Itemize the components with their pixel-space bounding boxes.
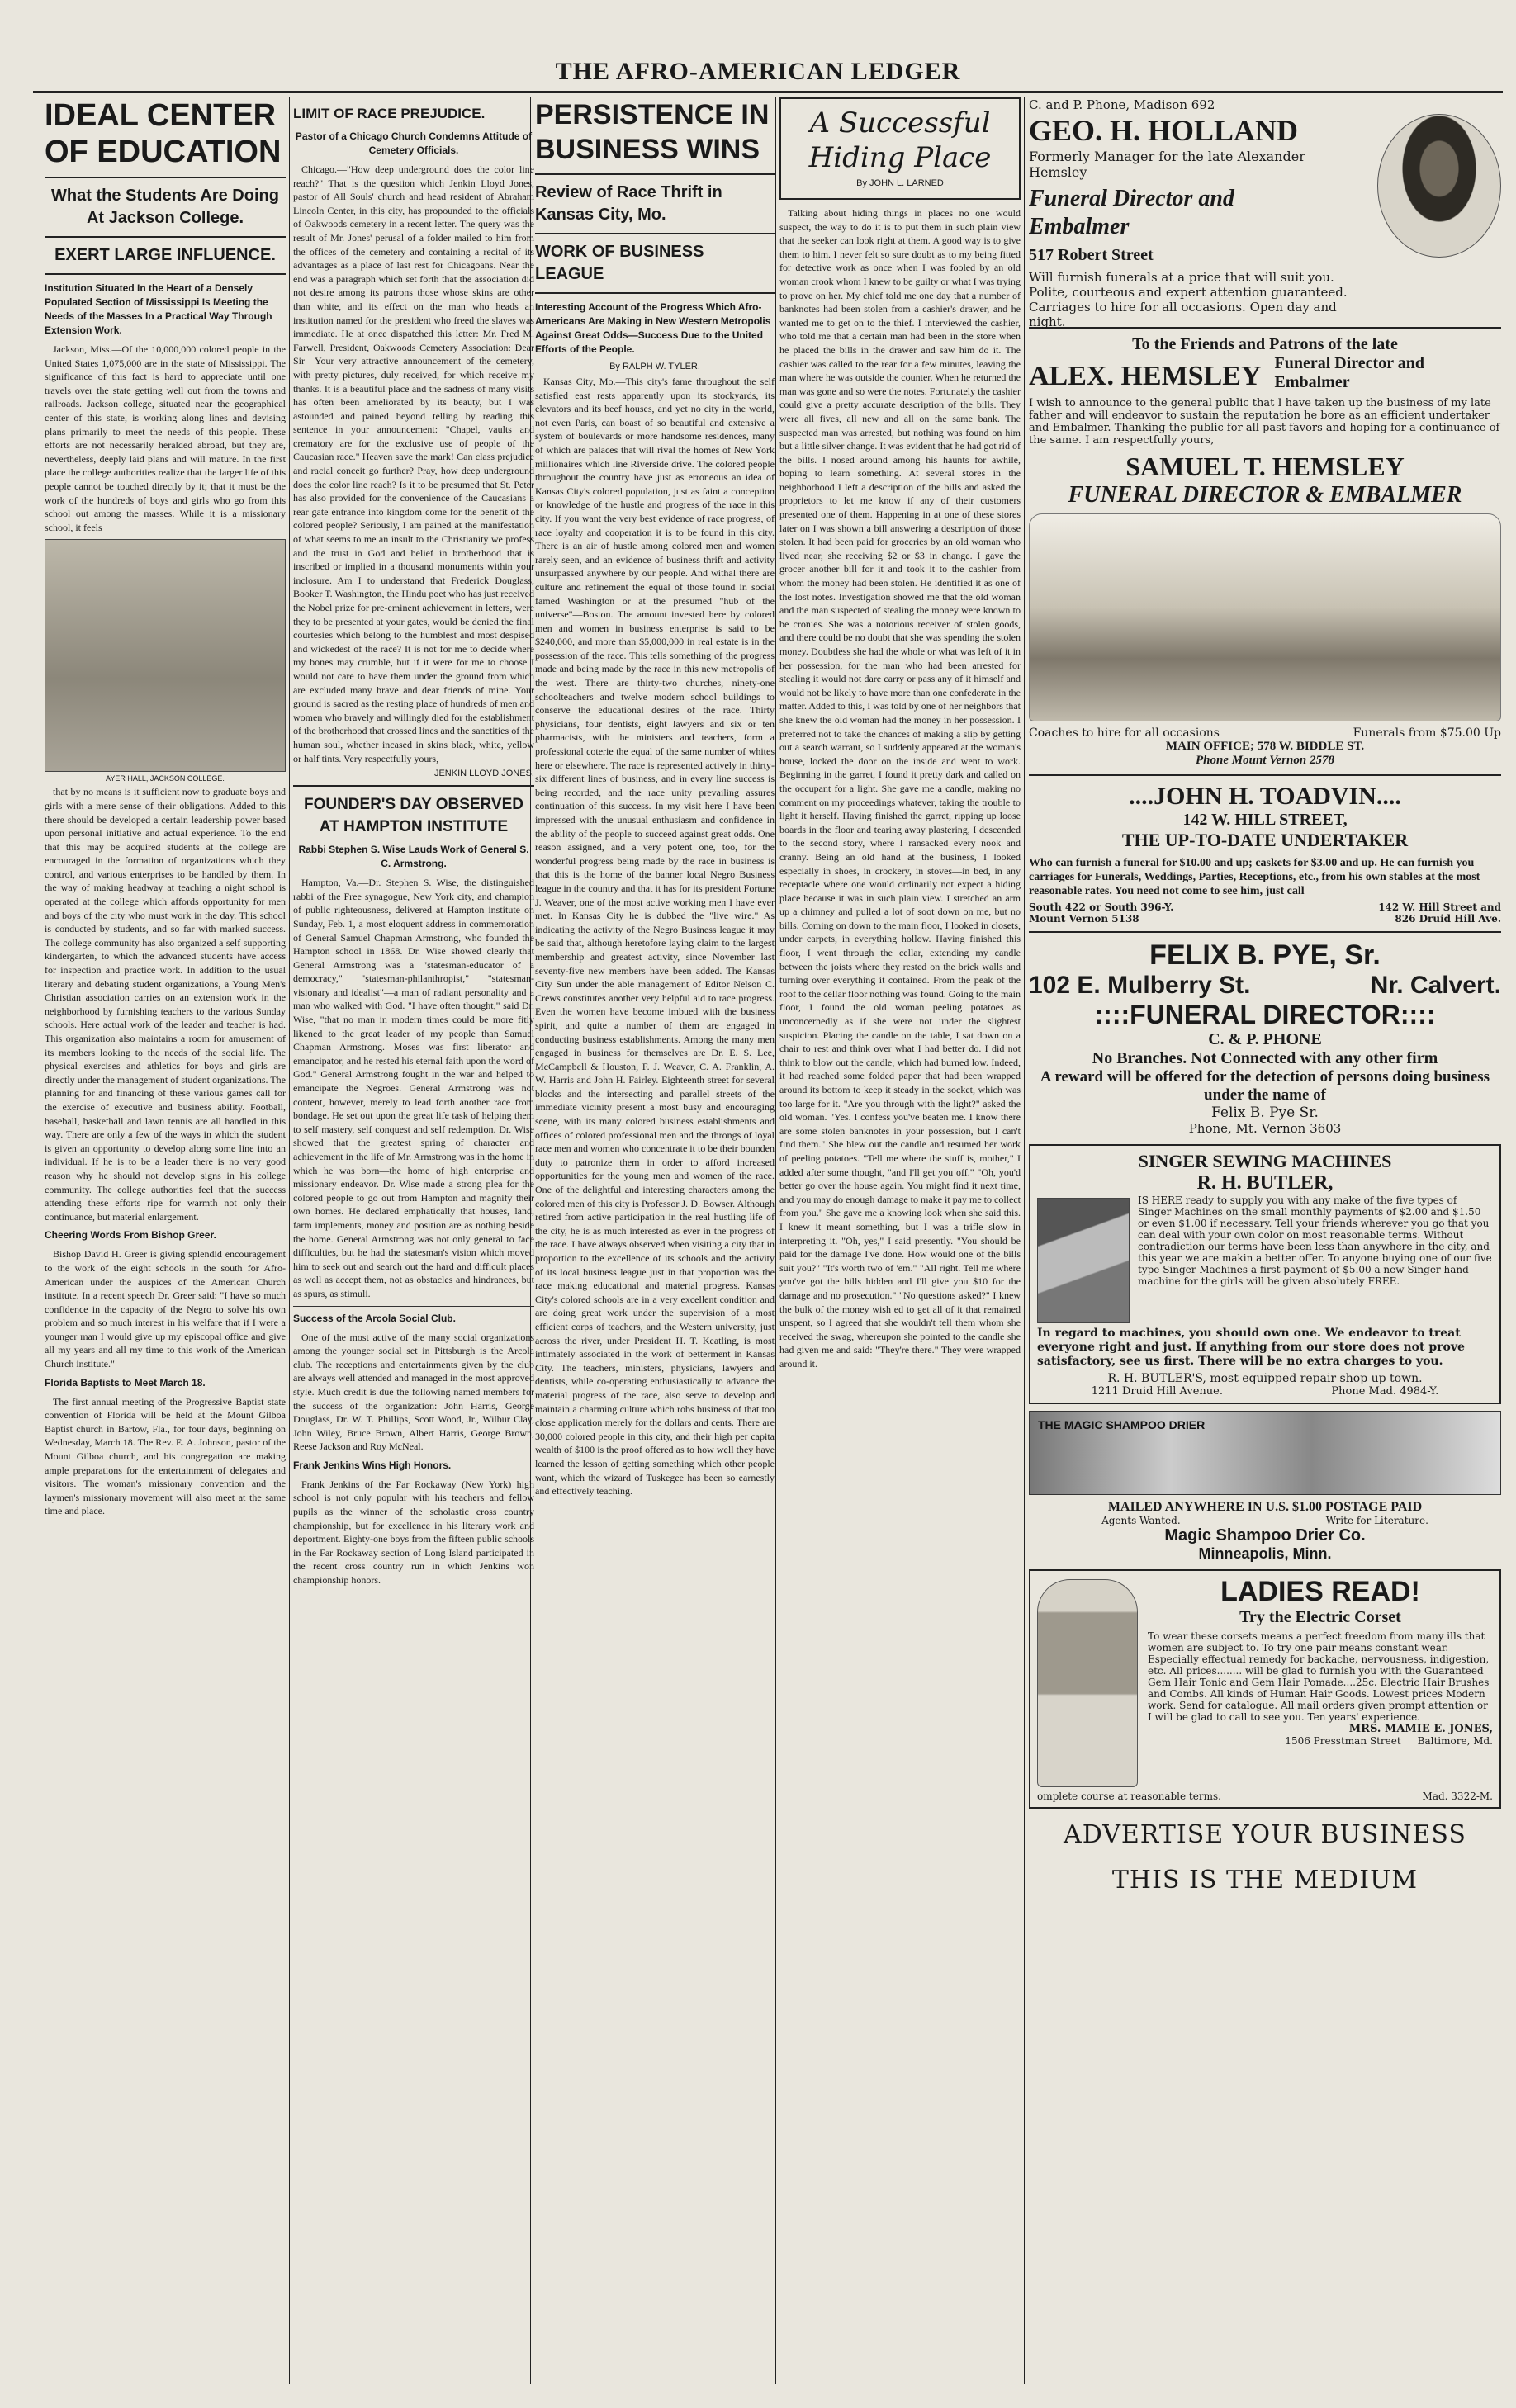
- singer-title: SINGER SEWING MACHINES: [1138, 1151, 1392, 1171]
- deck-founders-day: Rabbi Stephen S. Wise Lauds Work of General S. C. Armstrong.: [298, 844, 529, 870]
- article-body: [45, 343, 286, 534]
- hemsley-intro: To the Friends and Patrons of the late: [1132, 335, 1398, 353]
- article-body: [293, 876, 534, 1300]
- masthead-rule: [33, 91, 1503, 93]
- subhead-arcola: Success of the Arcola Social Club.: [293, 1312, 456, 1324]
- toadvin-address: 142 W. HILL STREET,: [1182, 811, 1348, 829]
- signature: JENKIN LLOYD JONES.: [433, 769, 534, 779]
- headline-founders-day: FOUNDER'S DAY OBSERVED AT HAMPTON INSTITUTE: [303, 796, 523, 836]
- holland-title1: Funeral Director and: [1029, 186, 1234, 211]
- masthead: THE AFRO-AMERICAN LEDGER: [555, 58, 961, 85]
- paragraph: that by no means is it sufficient now to graduate boys and girls with a mere sense of their obligations. Added to this there should be developed a certain leadership power based upon personal initiative and actual experience. To the end that this may be acquired students at the college are encouraged in the formation of organizations which they control, and various enterprises to be handled by them. In the way of making headway at teaching a night school is operated at the college which affords opportunity for men and boys of the city who must work in the day. This school is conducted by students, and so far with marked success. The college community has also organized a self supporting kindergarten, to which the advanced students have access for inspection and practice work. In addition to the usual literary and debating student organizations, a Young Men's Christian association carries on an extension work in the neighborhood by furnishing teachers to the various Sunday schools. Here actual work of the leader and teacher is had. This organization also maintains a room for amusement of its members looking to the needs of the social life. The physical exercises and athletics for boys and girls are directly under the management of student organizations. The planning for and financing of these various games call for the exercise of executive and business ability. Football, baseball, basketball and lawn tennis are all handled in this way. There are only a few of the ways in which the student is given an opportunity to develop along some line into an individual. If he is to be a leader there is no very good reason why he should not develop signs in his college community. The college authorities feel that the success attending these efforts ripe for warmth not only their continuance, but material enlargement.: [45, 786, 286, 1223]
- pye-ad: [1029, 939, 1501, 1136]
- pye-title: ::::FUNERAL DIRECTOR::::: [1094, 1000, 1436, 1029]
- paragraph: Frank Jenkins of the Far Rockaway (New York) high school is not only popular with his teachers and fellow pupils as the winner of the scholastic cross country championship, but for excellence in his literary work and deportment. Eighty-one boys from the fifteen public schools in the Far Rockaway section of Long Island participated in the recent cross country run in which Jenkins won championship honors.: [293, 1478, 534, 1587]
- subhead-review: Review of Race Thrift in Kansas City, Mo.: [535, 183, 722, 224]
- pye-name: FELIX B. PYE, Sr.: [1149, 939, 1381, 971]
- paragraph: Hampton, Va.—Dr. Stephen S. Wise, the distinguished rabbi of the Free synagogue, New York city, and champion of public righteousness, delivered at Hampton institute on Sunday, Feb. 1, a most eloquent address in commemoration of General Samuel Chapman Armstrong, who founded the Hampton school in 1868. Dr. Wise showed clearly that General Armstrong was a "statesman-educator of a democracy," "statesman-philanthropist," "statesman-visionary and idealist"—a man of radiant personality and a man who walked with God. "I have often thought," said Dr. Wise, "that no man in modern times could be more fitly likened to the great leader of my people than Samuel Chapman Armstrong. Moses was first liberator and emancipator, and he rested his eternal faith upon the word of God." General Armstrong fought in the war and helped to emancipate the Negroes. General Armstrong was not content, however, merely to lead forth another race from bondage. He set out upon the great life task of helping them to self mastery, self conquest and self redemption. Dr. Wise showed that the greatest spring of character and achievement in the life of Mr. Armstrong was in the home in which he was born—the home of high enterprise and missionary endeavor. Dr. Wise made a strong plea for the colored people to go out from Hampton and magnify their own homes. He declared emphatically that houses, land, farm implements, money and position are as nothing beside the home. General Armstrong was not only general to face difficulties, but he had the statesman's vision which moved him to seek out and search out the hard and difficult places as well as accept them, not as obstacles and hindrances, but as spurs, as stimuli.: [293, 877, 534, 1299]
- holland-address: 517 Robert Street: [1029, 246, 1154, 264]
- photo-caption: AYER HALL, JACKSON COLLEGE.: [106, 774, 225, 783]
- deck-education: Institution Situated In the Heart of a Densely Populated Section of Mississippi Is Meeting the Needs of the Masses In a Practical Way Through Extension Work.: [45, 282, 272, 336]
- paragraph: One of the most active of the many social organizations among the younger social set in Pittsburgh is the Arcola club. The receptions and entertainments given by the club are always well attended and managed in the most approved style. Much credit is due the following named members for the success of the organization: John Harris, George Douglass, Dr. W. T. Phillips, Scott Wood, Jr., Wilbur Clay, John Wiley, Bruce Brown, Albert Harris, George Brown, Reese Jackson and Roy McNeal.: [293, 1331, 534, 1453]
- toadvin-phone2: Mount Vernon 5138: [1029, 913, 1139, 925]
- article-body: [293, 1331, 534, 1454]
- advertise-line1: ADVERTISE YOUR BUSINESS: [1064, 1820, 1466, 1849]
- story-title: A Successful Hiding Place: [808, 106, 992, 174]
- divider: [535, 233, 775, 234]
- column-divider: [1024, 97, 1025, 2384]
- pye-phone: C. & P. PHONE: [1208, 1030, 1322, 1048]
- magic-price: MAILED ANYWHERE IN U.S. $1.00 POSTAGE PAID: [1107, 1500, 1423, 1514]
- magic-ad: [1029, 1411, 1501, 1563]
- advertise-block: [1029, 1820, 1501, 1895]
- hemsley-role: Funeral Director and Embalmer: [1274, 354, 1424, 391]
- divider: [293, 785, 534, 787]
- article-body: [293, 1478, 534, 1587]
- subhead-florida: Florida Baptists to Meet March 18.: [45, 1376, 206, 1389]
- headline-persistence: PERSISTENCE IN BUSINESS WINS: [535, 99, 770, 165]
- subhead-students: What the Students Are Doing At Jackson College.: [51, 187, 279, 227]
- shampoo-drier-illustration: [1029, 1411, 1501, 1495]
- singer-name: R. H. BUTLER,: [1196, 1172, 1334, 1194]
- toadvin-addr2: 826 Druid Hill Ave.: [1395, 913, 1501, 925]
- singer-ad: [1029, 1144, 1501, 1404]
- pye-text1: No Branches. Not Connected with any other firm: [1092, 1049, 1438, 1067]
- article-body: [45, 1247, 286, 1370]
- singer-text: IS HERE ready to supply you with any make of the five types of Singer Machines on the small monthly payments of $2.00 and $1.50 or even $1.00 if necessary. Tell your friends wherever you go that you can deal with your own color on most reasonable terms. Without contradiction our terms have been less than anywhere in the city, and this year we are makin a better offer. To anyone buying one of our five type Singer Machines a first payment of $5.00 a new Singer hand machine for the girls will be given absolutely FREE.: [1138, 1195, 1492, 1287]
- column-divider: [775, 97, 776, 2384]
- divider: [535, 173, 775, 175]
- singer-shop: R. H. BUTLER'S, most equipped repair shop up town.: [1107, 1372, 1423, 1385]
- article-body: [535, 375, 775, 1498]
- column-prejudice: [293, 97, 534, 2384]
- holland-ad: [1029, 97, 1501, 329]
- article-body: [45, 785, 286, 1223]
- article-body: [45, 1395, 286, 1518]
- ladies-addr: 1506 Presstman Street: [1285, 1735, 1401, 1747]
- toadvin-phone1: South 422 or South 396-Y.: [1029, 901, 1174, 913]
- magic-label: THE MAGIC SHAMPOO DRIER: [1038, 1418, 1206, 1431]
- holland-formerly: Formerly Manager for the late Alexander Hemsley: [1029, 149, 1305, 180]
- corset-illustration: [1037, 1579, 1138, 1787]
- subhead-jenkins: Frank Jenkins Wins High Honors.: [293, 1459, 452, 1471]
- holland-title2: Embalmer: [1029, 214, 1130, 239]
- samuel-office: MAIN OFFICE; 578 W. BIDDLE ST.: [1165, 740, 1365, 753]
- subhead-influence: EXERT LARGE INFLUENCE.: [54, 246, 276, 264]
- casket-illustration: [1029, 513, 1501, 721]
- column-business: [535, 97, 775, 2384]
- deck-business: Interesting Account of the Progress Which Afro-Americans Are Making in New Western Metropolis Against Great Odds—Success Due to the United Efforts of the People.: [535, 301, 771, 355]
- divider: [45, 236, 286, 238]
- toadvin-name: ....JOHN H. TOADVIN....: [1129, 783, 1401, 810]
- column-ads: [1029, 97, 1501, 2384]
- divider: [535, 292, 775, 294]
- deck-prejudice: Pastor of a Chicago Church Condemns Attitude of Cemetery Officials.: [295, 130, 533, 156]
- samuel-funerals: Funerals from $75.00 Up: [1353, 726, 1501, 740]
- samuel-name: SAMUEL T. HEMSLEY: [1125, 452, 1405, 481]
- story-title-box: [779, 97, 1021, 200]
- sewing-machine-illustration: [1037, 1198, 1130, 1323]
- pye-phone2: Phone, Mt. Vernon 3603: [1188, 1121, 1342, 1136]
- holland-portrait: [1377, 114, 1501, 258]
- toadvin-addr1: 142 W. Hill Street and: [1378, 901, 1501, 913]
- ladies-complete: omplete course at reasonable terms.: [1037, 1791, 1221, 1802]
- hemsley-text: I wish to announce to the general public that I have taken up the business of my late father and will endeavor to sustain the reputation he bore as an efficient undertaker and Embalmer. Thanking the public for all past favors and hoping for a continuance of the same. I am respectfully yours,: [1029, 397, 1500, 447]
- byline: By RALPH W. TYLER.: [609, 362, 700, 371]
- divider: [45, 273, 286, 275]
- singer-text2: In regard to machines, you should own one. We endeavor to treat everyone right and just. If anything from our store does not prove satisfactory, see us first. There will be no extra charges to you.: [1037, 1327, 1465, 1368]
- paragraph: Talking about hiding things in places no one would suspect, the way to do it is to put them in such plain view that the seeker can look right at them. A good way is to give them to him. I never felt so sure doubt as to my being fitted for detective work as once when I was fooled by an old woman crook whom I knew to be guilty or what I was trying to prove on her. My chief told me one day that a number of banknotes had been stolen from a cashier's drawer, and he wanted me to get on to the thief. I interviewed the cashier, who told me that a certain man had been in the store when he placed the bills in the drawer and saw him do it. The cashier was called to the rear for a few minutes, leaving the man where he was outside the counter. When he returned the man was gone and so were the notes. Fortunately the cashier could give a pretty accurate description of the bills. They were all fives, all new and all on the same bank. The suspected man was arrested, but nothing was found on him but a little silver change. It was evident that he had got rid of the bills. I nosed around among his haunts for awhile, hoping to learn something. At several stores in the neighborhood I left a description of the bills and asked the proprietors to let me know if any of their customers presented one of them. Happening in at one of these stores later on I was shown a bill answering a description of those stolen. It had been paid for groceries by an old woman who lived near, she receiving $2 or $3 in change. I gave the grocer another bill for it and took it to the cashier from whom the money had been stolen. He identified it as one of the lost notes. Investigation showed me that the old woman and the man suspected of stealing the money were known to be cronies. She was a notorious receiver of stolen goods, and there could be no doubt that she was spending the stolen money. Doubtless she had the whole or what was left of it in her possession, for the man who had been arrested for stealing it would not dare carry or pass any of it himself and would not be likely to have more than one confederate in the matter. Added to this, I was told by one of her neighbors that she knew the old woman had the money in her possession. I preferred not to take the chances of making a slip by getting out a search warrant, so I suddenly appeared at the woman's house, locked the door on the inside and went to work. Beginning in the garret, I found it pretty dark and called on the occupant for a light. She gave me a candle, making no comment on my proceedings whatever, taking the trouble to light it herself. Having finished the garret, ripping up loose boards in the floor and tearing away plastering, I descended to the second story, where I ransacked every nook and cranny. Being an old hand at the business, I looked especially in shoes, in crockery, in stoves—in bed, in any receptacle where one would ordinarily not expect a hiding place because it was in such plain view. I stretched an arm up a chimney and pulled a lot of soot down on me, but no bills. Coming on down to the main floor, I looked in closets, under carpets, in everything hollow. Having finished this floor, I went through the cellar, extending my candle between the joists where they rested on the brick walls and turning over everything it contained. From the peak of the roof to the cellar floor nothing was found. Going to the main floor, I found the old woman peeling potatoes as unconcernedly as if she were not under the slightest suspicion. Placing the candle on the table, I sat down on a chair to rest and think over what I had better do. I did not think to blow out the candle, which had burned low. Indeed, it had reached some folded paper that had been wrapped around its bottom to keep it steady in the socket, which was too large for it. "Are you through with the light?" asked the old woman. "Yes. I confess you've beaten me. I know there are some stolen banknotes in your possession, but I can't find them." She blew out the candle and resumed her work of peeling potatoes. "Tell me where the stuff is, mother," I added after some thought, "and I'll get you off." "Oh, you'd better go over the house again. You might find it next time, and you may do enough damage to make it pay me to collect from you." She gave me a knowing look when she said this. I knew it meant something, but I was a trifle slow in interpreting it. "Oh, yes," I said presently. "You should be paid for the damage I've done. How would one of the bills suit you?" "It's worth two of 'em." "All right. Tell me where you've got the bills hidden and I'll give you $10 for the damage and no prosecution." "No questions asked?" I knew the bulk of the money wish ed to get all of it that remained unspent, so I agreed that she wouldn't tell them whom she received the swag, whereupon she pointed to the candle she had given me and said: "They're there." They were wrapped around it.: [779, 207, 1021, 1370]
- story-byline: By JOHN L. LARNED: [856, 178, 944, 188]
- story-body: [779, 206, 1021, 1370]
- ladies-title: LADIES READ!: [1220, 1576, 1420, 1607]
- column-story: [779, 97, 1021, 2384]
- subhead-greer: Cheering Words From Bishop Greer.: [45, 1229, 216, 1242]
- article-body: [293, 163, 534, 765]
- toadvin-ad: [1029, 783, 1501, 925]
- divider: [1029, 774, 1501, 776]
- pye-sig: Felix B. Pye Sr.: [1211, 1105, 1319, 1121]
- divider: [293, 1306, 534, 1307]
- toadvin-text: Who can furnish a funeral for $10.00 and up; caskets for $3.00 and up. He can furnish you carriages for Funerals, Weddings, Parties, Receptions, etc., from his own stables at the most reasonable rates. You need not come to see him, just call: [1029, 857, 1480, 897]
- paragraph: The first annual meeting of the Progressive Baptist state convention of Florida will be held at the Mount Gilboa Baptist church in Bartow, Fla., for four days, beginning on Wednesday, March 18. The Rev. E. A. Johnson, pastor of the Mount Gilboa church, and his congregation are making ample preparations for the entertainment of delegates and visitors. The woman's missionary convention and the laymen's missionary movement will also meet at the same time and place.: [45, 1395, 286, 1517]
- pye-corner: Nr. Calvert.: [1370, 972, 1501, 999]
- magic-city: Minneapolis, Minn.: [1198, 1545, 1332, 1562]
- advertise-line2: THIS IS THE MEDIUM: [1111, 1866, 1419, 1895]
- divider: [1029, 931, 1501, 933]
- divider: [45, 177, 286, 178]
- paragraph: Bishop David H. Greer is giving splendid encouragement to the work of the eight schools in the south for Afro-American under the auspices of the American Church institute. In a recent speech Dr. Greer said: "I have so much confidence in the capacity of the Negro to solve his own problem and so much interest in his welfare that if I were a younger man I would give up my episcopal office and give all my years and all my time to this work of the American Church institute.": [45, 1248, 286, 1370]
- samuel-coaches: Coaches to hire for all occasions: [1029, 726, 1220, 740]
- subhead-league: WORK OF BUSINESS LEAGUE: [535, 243, 704, 283]
- holland-name: GEO. H. HOLLAND: [1029, 114, 1299, 147]
- holland-text: Will furnish funerals at a price that will suit you. Polite, courteous and expert attention guaranteed. Carriages to hire for all occasions. Open day and night.: [1029, 270, 1348, 329]
- singer-addr: 1211 Druid Hill Avenue.: [1091, 1385, 1223, 1398]
- headline-prejudice: LIMIT OF RACE PREJUDICE.: [293, 106, 486, 121]
- hemsley-name: ALEX. HEMSLEY: [1029, 361, 1262, 391]
- paragraph: Chicago.—"How deep underground does the color line reach?" That is the question which Jenkin Lloyd Jones, pastor of All Souls' church and head resident of Abraham Lincoln Center, in this city, has propounded to the officials of Oakwoods cemetery in a recent letter. The query was the result of Mr. Jones' perusal of a folder mailed to him from the offices of the cemetery and containing a recital of its advantages as a place of last rest for Chicagoans. Near the end was a paragraph which set forth that the association did not desire among its patrons those whose skins are other than white, and its effect on the man who heads an institution named for the president who freed the slaves was immediate. He at once dispatched this letter: Mr. Fred M. Farwell, President, Oakwoods Cemetery Association: Dear Sir—Your very attractive announcement of the cemetery, with pretty pictures, duly received, for which receive my thanks. It is a beautiful place and the sadness of many visits has often been ameliorated by its beauty, but I was astounded and pained beyond telling by reading this sentence in your announcement: "Chapel, vaults and crematory are for the exclusive use of people of the Caucasian race." Heaven save the mark! Can class prejudice and racial conceit go further? Pray, how deep underground does the color line reach? Is it to be presumed that St. Peter has also provided for the convenience of the Caucasians a rear gate entrance into kingdom come for the benefit of the colored people? Seriously, I am pained at the manifestation of what seems to me an insult to the Christianity we profess and the trust in God and belief in brotherhood that is inscribed or implied in a thousand monuments within your inclosure. Am I to understand that Frederick Douglass, Booker T. Washington, the Hindu poet who has just received the Nobel prize for pre-eminent achievement in letters, were they to be presented at your gates, would be denied the final courtesies which belong to the humblest and most despised and wickedest of the race? It is not for me to decide where my bones may crumble, but if it were for me to choose I would not care to have them under the ground from which are excluded many brave and dear friends of mine. Your ground is sacred as the resting place of hundreds of men and women who bravely and willingly died for the establishment of the brotherhood that crossed lines and the sanctities of the human soul, whether incased in skins black, white, yellow or half tints. Very respectfully yours,: [293, 163, 534, 764]
- ladies-city: Baltimore, Md.: [1417, 1735, 1493, 1747]
- paragraph: Kansas City, Mo.—This city's fame throughout the self satisfied east rests apparently upon its stockyards, its elevators and its beef houses, and yet no city in the world, not even Paris, can boast of so beautiful and extensive a system of boulevards or more handsome residences, many of which are palaces that will rival the homes of New York millionaires which line Riverside drive. The colored people throughout the country have just as erroneous an idea of Kansas City's colored population, just as faint a conception or knowledge of the hustle and progress of the race in this city. If you want the very best evidence of race progress, of race loyalty and cooperation it is to be found in this city. There is an air of hustle among colored men and women rarely seen, and an evidence of business thrift and activity unsurpassed anywhere by our people. And withal there are culture and refinement the equal of those found in social famed Washington or at the presumed "hub of the universe"—Boston. The amount invested here by colored men and women in business enterprise is said to be $240,000, and more than $5,000,000 in real estate is in the possession of the race. This tells something of the progress made and being made by the race in this new metropolis of the west. There are thirty-two churches, ninety-one schoolteachers and twelve modern school buildings to conserve the educational desires of the race. Thirty physicians, four dentists, eight lawyers and six or ten pharmacists, with the ministers and teachers, form a professional coterie the equal of the same number of whites here or elsewhere. The race is represented actively in thirty-six different lines of business, and in every line success is being recorded, and the race unity prevailing assures continuation of this success. In my visit here I have been impressed with the unusual enthusiasm and confidence in the ability of the people to succeed against great odds. One reason assigned, and a very potent one, too, for the wonderful progress being made by the race in business is that this is the home of the banner local Negro Business league in the country and that it has for its president Fortune J. Weaver, one of the most active working men I have ever met. In Kansas City he is dubbed the "live wire." As indicating the activity of the Negro Business league it may be said that, although heretofore laying claim to the largest membership and greatest activity, since November last seventy-five new members have been added. The Kansas City Sun under the able management of Editor Nelson C. Crews constitutes another very helpful aid to race progress. Even the women have become imbued with the business spirit, and quite a number of them are engaged in conducting business establishments. Among the many men engaged in business for themselves are Dr. E. S. Lee, McCampbell & Houston, F. J. Weaver, C. A. Franklin, A. W. Harris and John H. Fairley. Eighteenth street for several blocks and the intersecting and parallel streets of the immediate vicinity present a most busy and encouraging scene, with its many colored business establishments and offices of colored professional men and the throngs of loyal race men and women who concentrate it to be their bounden duty to patronize them in order to afford increased opportunities for the young men and women of the race. One of the delightful and interesting characters among the colored men of this city is Professor J. D. Bowser. Although retired from active participation in the real hustling life of the city, he is as much interested as ever in the progress of the race. I have always observed when visiting a city that in proportion to the excellence of its schools and the activity of its local business league just in that proportion was the race making educational and material progress. Kansas City's colored schools are in a very excellent condition and are doing great work under the supervision of a most efficient corps of teachers, and the Western university, just across the river, under President H. T. Keatling, is most intimately associated in the work of betterment in Kansas City. The teachers, ministers, physicians, lawyers and dentists, while co-operating enthusiastically to advance the material progress of the race, also serve to develop and maintain a charming culture which robs business of that too close application merely for the dollars and cents. There are 30,000 colored people in this city, and their high per capita wealth of $100 is the proof offered as to how well they have learned the lesson of getting something which other people want, which the wizard of Tuskegee has been so earnestly and effectively teaching.: [535, 376, 775, 1497]
- column-education: [45, 97, 286, 2384]
- toadvin-title: THE UP-TO-DATE UNDERTAKER: [1121, 830, 1409, 850]
- magic-agents: Agents Wanted.: [1101, 1515, 1181, 1526]
- singer-phone: Phone Mad. 4984-Y.: [1331, 1385, 1439, 1398]
- pye-text2: A reward will be offered for the detection of persons doing business under the name of: [1040, 1068, 1490, 1104]
- hemsley-ad: [1029, 335, 1501, 768]
- ladies-ad: [1029, 1569, 1501, 1809]
- ladies-sub: Try the Electric Corset: [1239, 1608, 1401, 1626]
- samuel-title: FUNERAL DIRECTOR & EMBALMER: [1068, 482, 1462, 508]
- ladies-phone: Mad. 3322-M.: [1422, 1791, 1493, 1802]
- magic-name: Magic Shampoo Drier Co.: [1164, 1526, 1366, 1545]
- ayer-hall-photo: [45, 539, 286, 772]
- column-divider: [289, 97, 290, 2384]
- ladies-name: MRS. MAMIE E. JONES,: [1348, 1723, 1493, 1735]
- pye-address: 102 E. Mulberry St.: [1029, 972, 1251, 999]
- magic-write: Write for Literature.: [1325, 1515, 1428, 1526]
- headline-education: IDEAL CENTER OF EDUCATION: [45, 98, 282, 169]
- paragraph: Jackson, Miss.—Of the 10,000,000 colored people in the United States 1,075,000 are in the state of Mississippi. The significance of this fact is hard to appreciate until one travels over the state getting well out from the towns and railroads. Jackson college, situated near the geographical center of this state, is working along lines and devising plans primarily to meet the needs of this people. These efforts are not necessarily heralded abroad, but they are, nevertheless, deeply laid plans and will mature. In the first place the college authorities realize that the larger life of this people cannot be touched directly by it; that it must be the work of the hundreds of boys and girls who go from this school out among the masses. While it is a missionary school, it feels: [45, 343, 286, 533]
- ladies-text: To wear these corsets means a perfect freedom from many ills that women are subject to. To try one pair means constant wear. Especially effectual remedy for backache, nervousness, indigestion, etc. All prices........ will be glad to furnish you with the Guaranteed Gem Hair Tonic and Gem Hair Pomade....25c. Electric Hair Brushes and Combs. All kinds of Human Hair Goods. Lowest prices Modern work. Send for catalogue. All mail orders given prompt attention or I will be glad to call to see you. Ten years' experience.: [1148, 1630, 1490, 1723]
- samuel-phone: Phone Mount Vernon 2578: [1196, 754, 1334, 767]
- holland-phone: C. and P. Phone, Madison 692: [1029, 97, 1215, 112]
